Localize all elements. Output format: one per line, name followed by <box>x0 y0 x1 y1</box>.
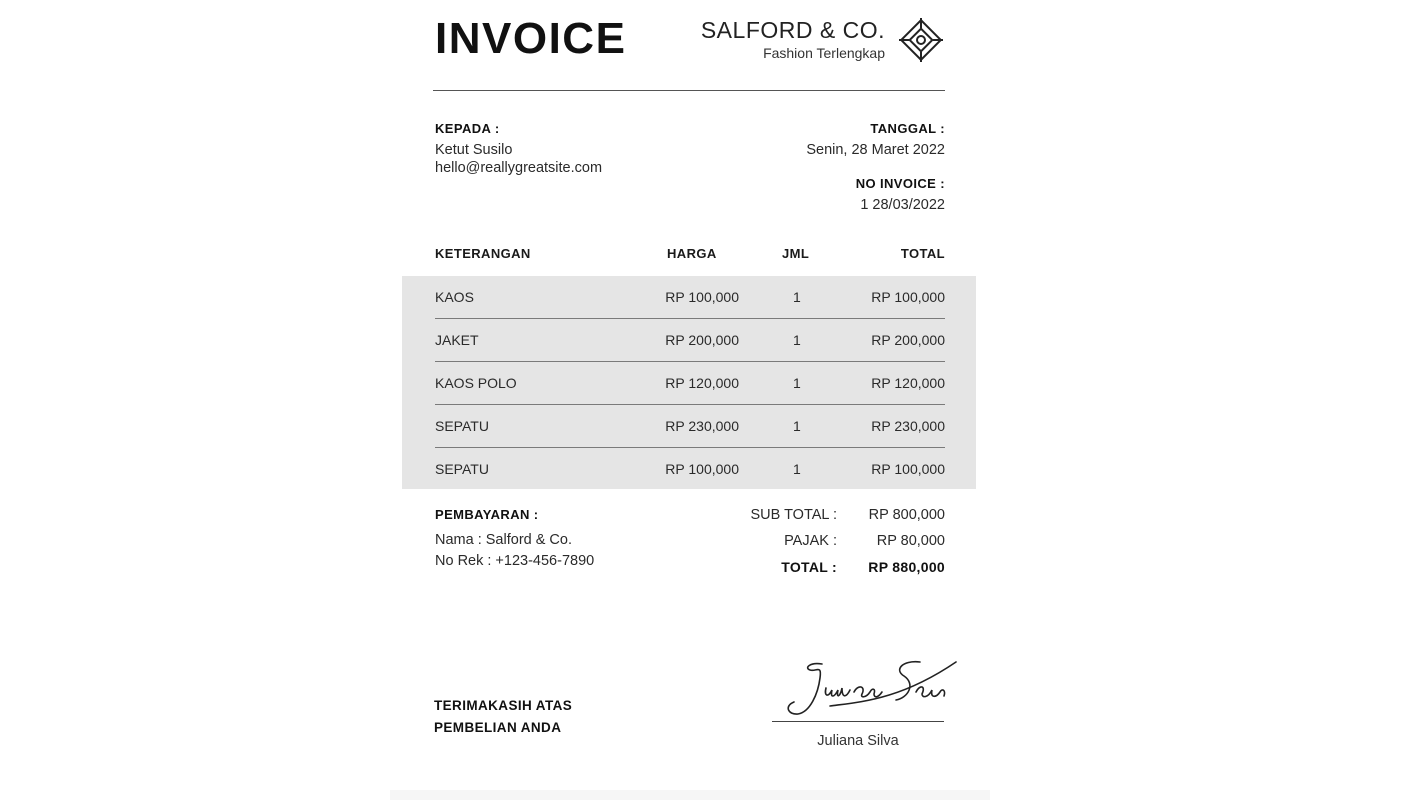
signatory-name: Juliana Silva <box>817 733 899 749</box>
tax-row <box>685 533 945 559</box>
company-name: SALFORD & CO. <box>700 17 885 43</box>
invoice-number-label: NO INVOICE : <box>855 176 945 191</box>
column-header-total: TOTAL <box>900 246 945 261</box>
item-description: KAOS POLO <box>435 375 517 391</box>
tax-label: PAJAK : <box>784 533 837 549</box>
item-total: RP 200,000 <box>871 332 945 348</box>
column-header-harga: HARGA <box>667 246 717 261</box>
recipient-name: Ketut Susilo <box>435 142 513 158</box>
totals-block <box>685 507 945 585</box>
item-quantity: 1 <box>793 418 801 434</box>
line-items-table <box>402 276 976 489</box>
header-divider <box>433 90 945 91</box>
company-brand <box>701 16 885 62</box>
item-total: RP 100,000 <box>871 289 945 305</box>
table-row <box>435 319 945 362</box>
item-price: RP 100,000 <box>665 289 739 305</box>
table-header <box>435 246 945 264</box>
date-label: TANGGAL : <box>870 121 945 136</box>
invoice-meta <box>806 121 945 214</box>
thank-you-line-1: TERIMAKASIH ATAS <box>434 698 573 713</box>
thank-you-note <box>434 695 572 739</box>
item-quantity: 1 <box>793 289 801 305</box>
payment-label: PEMBAYARAN : <box>435 507 539 522</box>
item-price: RP 120,000 <box>665 375 739 391</box>
item-description: SEPATU <box>435 461 489 477</box>
item-total: RP 100,000 <box>871 461 945 477</box>
tax-value: RP 80,000 <box>876 533 945 549</box>
recipient-block <box>435 121 602 177</box>
grand-total-label: TOTAL : <box>781 559 837 575</box>
item-quantity: 1 <box>793 461 801 477</box>
item-quantity: 1 <box>793 375 801 391</box>
item-total: RP 230,000 <box>871 418 945 434</box>
item-description: KAOS <box>435 289 474 305</box>
grand-total-row <box>685 559 945 585</box>
subtotal-value: RP 800,000 <box>868 507 945 523</box>
payment-account: No Rek : +123-456-7890 <box>435 553 595 569</box>
item-description: JAKET <box>435 332 479 348</box>
recipient-email: hello@reallygreatsite.com <box>435 160 603 176</box>
payment-block <box>435 507 594 572</box>
item-description: SEPATU <box>435 418 489 434</box>
item-price: RP 100,000 <box>665 461 739 477</box>
invoice-number-value: 1 28/03/2022 <box>860 197 945 213</box>
payment-name: Nama : Salford & Co. <box>435 532 572 548</box>
thank-you-line-2: PEMBELIAN ANDA <box>434 720 562 735</box>
item-total: RP 120,000 <box>871 375 945 391</box>
date-value: Senin, 28 Maret 2022 <box>806 142 945 158</box>
company-tagline: Fashion Terlengkap <box>763 45 885 61</box>
invoice-title: INVOICE <box>435 14 627 63</box>
company-logo-icon <box>895 14 947 66</box>
item-price: RP 200,000 <box>665 332 739 348</box>
table-row <box>435 362 945 405</box>
invoice-page <box>390 0 990 800</box>
item-quantity: 1 <box>793 332 801 348</box>
subtotal-label: SUB TOTAL : <box>750 507 837 523</box>
signature-line <box>772 721 944 722</box>
table-row <box>435 448 945 491</box>
recipient-label: KEPADA : <box>435 121 500 136</box>
column-header-jml: JML <box>782 246 810 261</box>
subtotal-row <box>685 507 945 533</box>
page-bottom-edge <box>390 790 990 800</box>
signature-image <box>770 654 960 724</box>
column-header-keterangan: KETERANGAN <box>435 246 531 261</box>
grand-total-value: RP 880,000 <box>868 559 945 575</box>
item-price: RP 230,000 <box>665 418 739 434</box>
table-row <box>435 405 945 448</box>
table-row <box>435 276 945 319</box>
